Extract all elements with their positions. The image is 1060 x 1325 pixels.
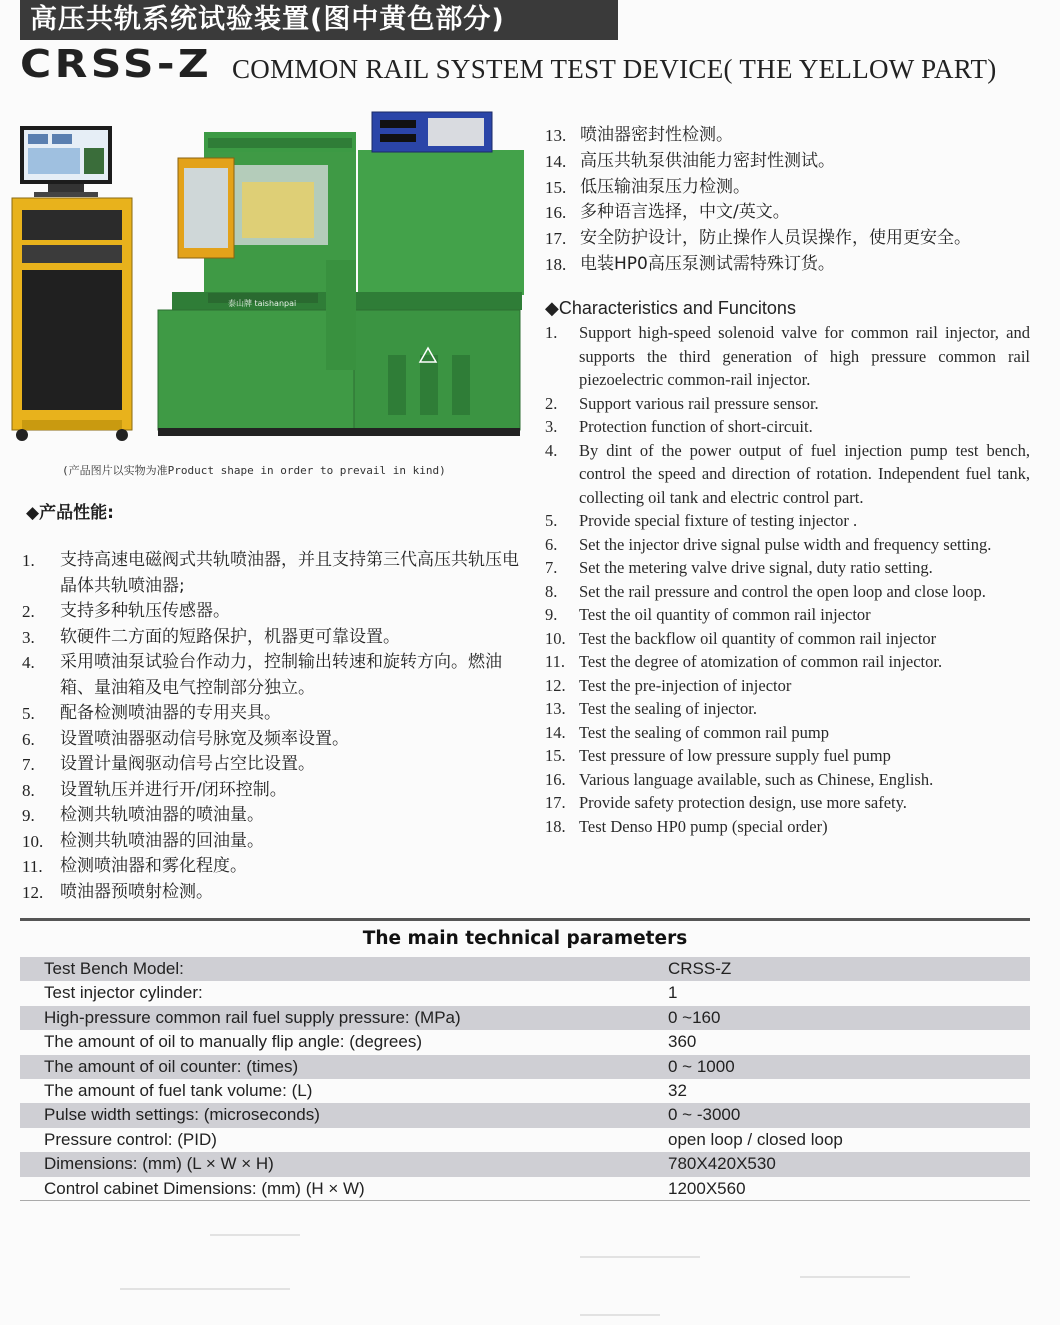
en-feature-item <box>545 768 1030 792</box>
item-number: 1. <box>545 323 558 342</box>
item-text: 检测喷油器和雾化程度。 <box>60 856 247 876</box>
item-text: 喷油器密封性检测。 <box>580 125 733 145</box>
cn-feature-item <box>22 727 522 753</box>
param-key: Test injector cylinder: <box>44 983 203 1003</box>
cn-feature-item <box>22 701 522 727</box>
param-key: Control cabinet Dimensions: (mm) (H × W) <box>44 1178 365 1198</box>
item-number: 2. <box>545 393 558 413</box>
item-text: 配备检测喷油器的专用夹具。 <box>60 703 281 723</box>
item-text: Support various rail pressure sensor. <box>579 393 819 413</box>
en-feature-item <box>545 321 1030 392</box>
item-text: 检测共轨喷油器的喷油量。 <box>60 805 264 825</box>
english-title: COMMON RAIL SYSTEM TEST DEVICE( THE YELLOW PART) <box>232 54 997 84</box>
item-number: 18. <box>545 254 567 274</box>
item-number: 14. <box>545 151 567 171</box>
digital-display-box <box>372 112 492 152</box>
item-number: 9. <box>22 806 35 825</box>
item-text: Set the injector drive signal pulse width and frequency setting. <box>579 534 992 554</box>
param-value: 32 <box>668 1080 687 1100</box>
item-text: 支持高速电磁阀式共轨喷油器，并且支持第三代高压共轨压电晶体共轨喷油器; <box>60 550 519 596</box>
param-key: Pulse width settings: (microseconds) <box>44 1105 320 1125</box>
params-title: The main technical parameters <box>362 928 688 949</box>
item-text: Various language available, such as Chinese, English. <box>579 769 934 789</box>
item-text: 高压共轨泵供油能力密封性测试。 <box>580 150 835 171</box>
item-text: 检测共轨喷油器的回油量。 <box>60 830 264 851</box>
item-number: 13. <box>545 699 566 718</box>
item-text: Support high-speed solenoid valve for common rail injector, and supports the third generation of high pressure common rail piezoelectric common-rail injector. <box>579 323 1030 389</box>
cn-feature-item <box>22 854 522 880</box>
param-row <box>20 1079 1030 1103</box>
param-row <box>20 1030 1030 1054</box>
cn-feature-item <box>545 175 1045 201</box>
en-feature-item <box>545 580 1030 604</box>
item-number: 6. <box>545 534 558 554</box>
cn-feature-item <box>22 625 522 651</box>
en-feature-item <box>545 415 1030 439</box>
item-number: 1. <box>22 551 35 570</box>
item-number: 4. <box>545 440 558 460</box>
param-row <box>20 1055 1030 1079</box>
item-text: By dint of the power output of fuel injection pump test bench, control the speed and direction of rotation. Independent fuel tank, collecting oil tank and electric control part. <box>579 440 1030 507</box>
item-text: Test Denso HP0 pump (special order) <box>579 816 828 836</box>
english-features-list <box>545 321 1030 838</box>
item-number: 16. <box>545 203 567 223</box>
param-key: High-pressure common rail fuel supply pressure: (MPa) <box>44 1007 461 1027</box>
en-feature-item <box>545 815 1030 839</box>
item-text: 支持多种轨压传感器。 <box>60 601 230 621</box>
item-text: Protection function of short-circuit. <box>579 417 813 436</box>
item-number: 5. <box>545 511 558 530</box>
item-number: 15. <box>545 746 566 765</box>
item-text: 低压输油泵压力检测。 <box>580 176 750 197</box>
item-text: Provide safety protection design, use more safety. <box>579 793 907 812</box>
en-feature-item <box>545 627 1030 651</box>
en-feature-item <box>545 603 1030 627</box>
english-features-heading: ◆Characteristics and Funcitons <box>545 298 796 318</box>
param-row <box>20 1006 1030 1030</box>
item-number: 13. <box>545 126 567 145</box>
en-feature-item <box>545 674 1030 698</box>
item-text: 软硬件二方面的短路保护，机器更可靠设置。 <box>60 626 400 647</box>
param-row <box>20 957 1030 981</box>
en-feature-item <box>545 791 1030 815</box>
item-text: 设置计量阀驱动信号占空比设置。 <box>60 754 315 774</box>
en-feature-item <box>545 556 1030 580</box>
item-text: Set the rail pressure and control the open loop and close loop. <box>579 581 986 601</box>
cn-feature-item <box>22 803 522 829</box>
chinese-features-list-continued <box>545 123 1045 278</box>
item-text: 采用喷油泵试验台作动力，控制输出转速和旋转方向。燃油箱、量油箱及电气控制部分独立。 <box>60 652 502 698</box>
item-number: 17. <box>545 229 567 249</box>
param-value: 1200X560 <box>668 1178 746 1198</box>
item-text: Set the metering valve drive signal, duty ratio setting. <box>579 558 933 577</box>
item-number: 8. <box>22 780 35 800</box>
yellow-control-cabinet <box>12 198 132 441</box>
brand-plate: 泰山牌 taishanpai <box>228 299 297 308</box>
cn-feature-item <box>22 880 522 906</box>
item-number: 11. <box>22 857 43 876</box>
green-test-bench <box>158 132 524 436</box>
product-photo <box>8 110 528 455</box>
en-feature-item <box>545 533 1030 557</box>
item-text: Test the pre-injection of injector <box>579 675 792 695</box>
chinese-features-list <box>22 548 522 905</box>
item-text: Test the degree of atomization of common rail injector. <box>579 652 943 671</box>
param-value: 780X420X530 <box>668 1154 776 1174</box>
param-row <box>20 981 1030 1005</box>
item-text: Test the backflow oil quantity of common rail injector <box>579 628 937 648</box>
cn-feature-item <box>22 650 522 701</box>
cn-feature-item <box>22 599 522 625</box>
chinese-features-heading: ◆产品性能: <box>26 503 114 523</box>
item-number: 8. <box>545 581 558 601</box>
item-text: 电装HP0高压泵测试需特殊订货。 <box>580 253 835 274</box>
item-number: 12. <box>22 882 44 902</box>
item-number: 11. <box>545 652 566 671</box>
param-value: open loop / closed loop <box>668 1129 843 1149</box>
item-number: 3. <box>22 627 35 647</box>
param-key: Test Bench Model: <box>44 959 184 978</box>
param-value: 0 ~ 1000 <box>668 1056 735 1076</box>
item-number: 18. <box>545 816 566 836</box>
item-number: 4. <box>22 653 35 672</box>
param-value: CRSS-Z <box>668 959 732 978</box>
item-text: 设置喷油器驱动信号脉宽及频率设置。 <box>60 728 349 749</box>
cn-feature-item <box>22 778 522 804</box>
item-number: 3. <box>545 417 558 436</box>
param-value: 360 <box>668 1032 697 1052</box>
param-row <box>20 1152 1030 1176</box>
item-text: Test the sealing of common rail pump <box>579 722 829 742</box>
item-number: 5. <box>22 704 35 723</box>
param-key: The amount of oil to manually flip angle: (degrees) <box>44 1032 422 1052</box>
param-value: 0 ~160 <box>668 1007 721 1027</box>
en-feature-item <box>545 697 1030 721</box>
item-number: 15. <box>545 177 567 197</box>
param-row <box>20 1103 1030 1127</box>
cn-feature-item <box>545 226 1045 252</box>
param-row <box>20 1177 1030 1201</box>
item-number: 14. <box>545 722 566 742</box>
item-text: Provide special fixture of testing injector . <box>579 511 858 530</box>
item-number: 2. <box>22 602 35 621</box>
cn-feature-item <box>22 829 522 855</box>
param-key: The amount of fuel tank volume: (L) <box>44 1080 313 1100</box>
cn-feature-item <box>545 200 1045 226</box>
photo-caption: (产品图片以实物为准Product shape in order to prevail in kind) <box>62 464 446 477</box>
item-number: 6. <box>22 729 35 749</box>
item-number: 17. <box>545 793 566 812</box>
item-number: 10. <box>22 831 44 851</box>
item-number: 7. <box>22 755 35 774</box>
cn-feature-item <box>545 123 1045 149</box>
item-text: 设置轨压并进行开/闭环控制。 <box>60 779 287 800</box>
param-key: The amount of oil counter: (times) <box>44 1056 299 1076</box>
cn-feature-item <box>545 252 1045 278</box>
item-text: 多种语言选择，中文/英文。 <box>580 202 790 223</box>
en-feature-item <box>545 439 1030 510</box>
param-key: Dimensions: (mm) (L × W × H) <box>44 1154 274 1174</box>
model-logo: CRSS-Z <box>20 42 213 86</box>
item-text: 安全防护设计，防止操作人员误操作，使用更安全。 <box>580 228 971 249</box>
item-number: 10. <box>545 628 566 648</box>
section-divider <box>20 918 1030 921</box>
item-text: Test the oil quantity of common rail injector <box>579 605 871 624</box>
cn-feature-item <box>22 752 522 778</box>
param-key: Pressure control: (PID) <box>44 1129 217 1149</box>
item-number: 9. <box>545 605 558 624</box>
en-feature-item <box>545 744 1030 768</box>
param-value: 0 ~ -3000 <box>668 1105 741 1125</box>
item-text: Test pressure of low pressure supply fuel pump <box>579 746 891 765</box>
item-text: 喷油器预喷射检测。 <box>60 881 213 902</box>
en-feature-item <box>545 392 1030 416</box>
en-feature-item <box>545 650 1030 674</box>
params-table <box>20 957 1030 1201</box>
item-number: 16. <box>545 769 566 789</box>
table-bottom-rule <box>20 1200 1030 1201</box>
chinese-title: 高压共轨系统试验装置(图中黄色部分) <box>20 0 618 40</box>
item-number: 7. <box>545 558 558 577</box>
item-number: 12. <box>545 675 566 695</box>
param-row <box>20 1128 1030 1152</box>
monitor-icon <box>20 126 112 197</box>
item-text: Test the sealing of injector. <box>579 699 758 718</box>
faded-backside-area <box>20 1206 1030 1325</box>
en-feature-item <box>545 509 1030 533</box>
cn-feature-item <box>22 548 522 599</box>
param-value: 1 <box>668 983 678 1003</box>
cn-feature-item <box>545 149 1045 175</box>
en-feature-item <box>545 721 1030 745</box>
